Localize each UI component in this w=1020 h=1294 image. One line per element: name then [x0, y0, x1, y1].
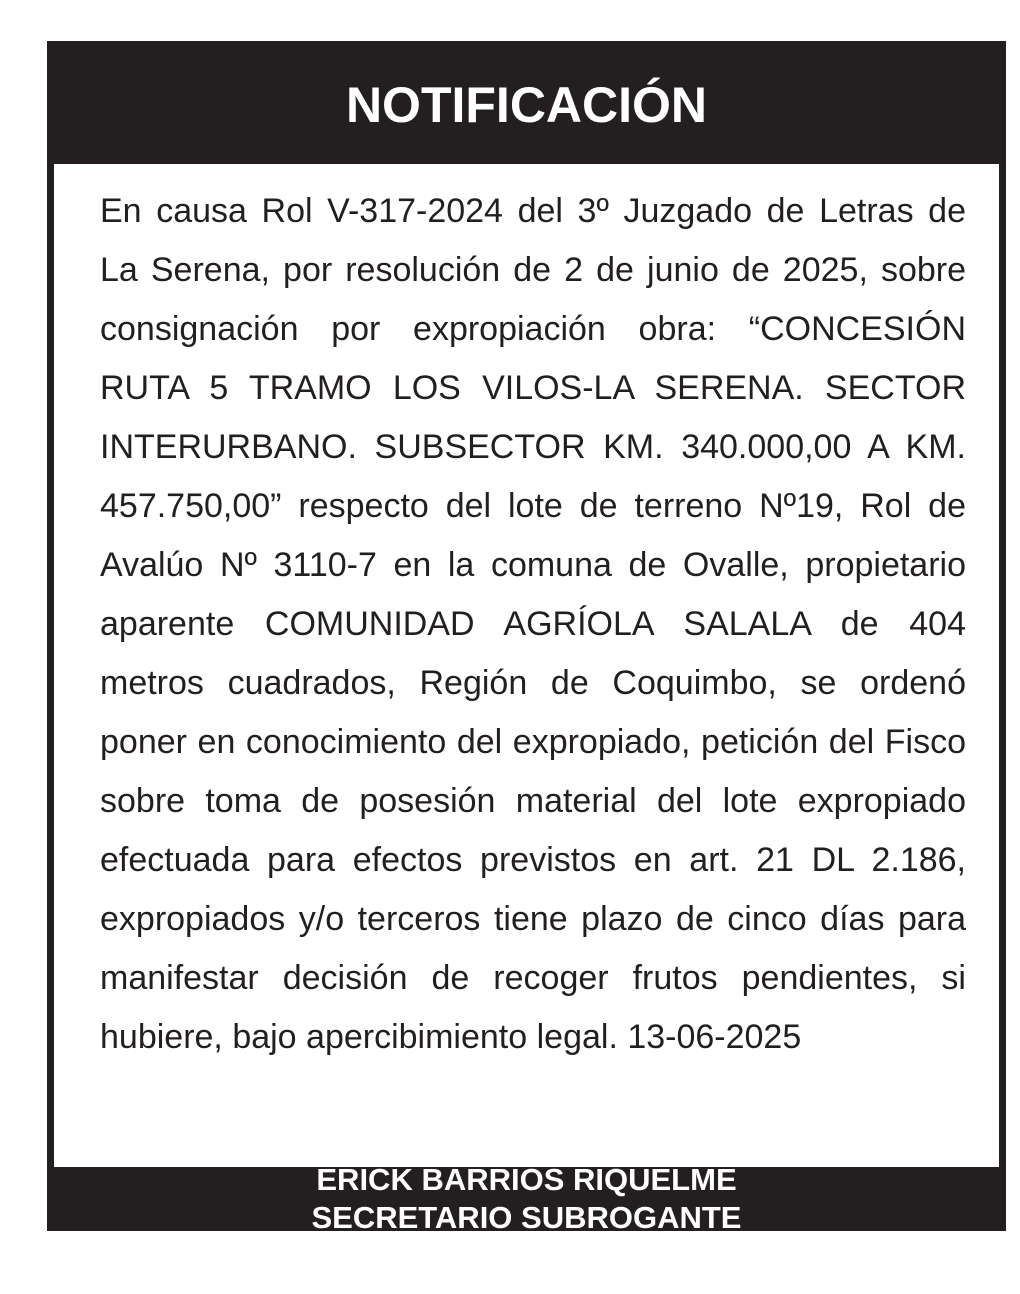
signatory-title: SECRETARIO SUBROGANTE [311, 1200, 742, 1235]
notice-header [47, 41, 1006, 164]
notice-body-panel [54, 164, 999, 1167]
notice-body-text: En causa Rol V-317-2024 del 3º Juzgado de Letras de La Serena, por resolución de 2 de junio de 2025, sobre consignación por expropiación obra: “CONCESIÓN RUTA 5 TRAMO LOS VILOS-LA SERENA. SECTOR INTERURBANO. SUBSECTOR KM. 340.000,00 A KM. 457.750,00” respecto del lote de terreno Nº19, Rol de Avalúo Nº 3110-7 en la comuna de Ovalle, propietario aparente COMUNIDAD AGRÍOLA SALALA de 404 metros cuadrados, Región de Coquimbo, se ordenó poner en conocimiento del expropiado, petición del Fisco sobre toma de posesión material del lote expropiado efectuada para efectos previstos en art. 21 DL 2.186, expropiados y/o terceros tiene plazo de cinco días para manifestar decisión de recoger frutos pendientes, si hubiere, bajo apercibimiento legal. 13-06-2025 [100, 192, 966, 1056]
notice-title: NOTIFICACIÓN [345, 76, 708, 133]
signatory-name: ERICK BARRIOS RIQUELME [316, 1162, 737, 1197]
notice-frame [47, 41, 1006, 1235]
signature-block [47, 1162, 1006, 1235]
